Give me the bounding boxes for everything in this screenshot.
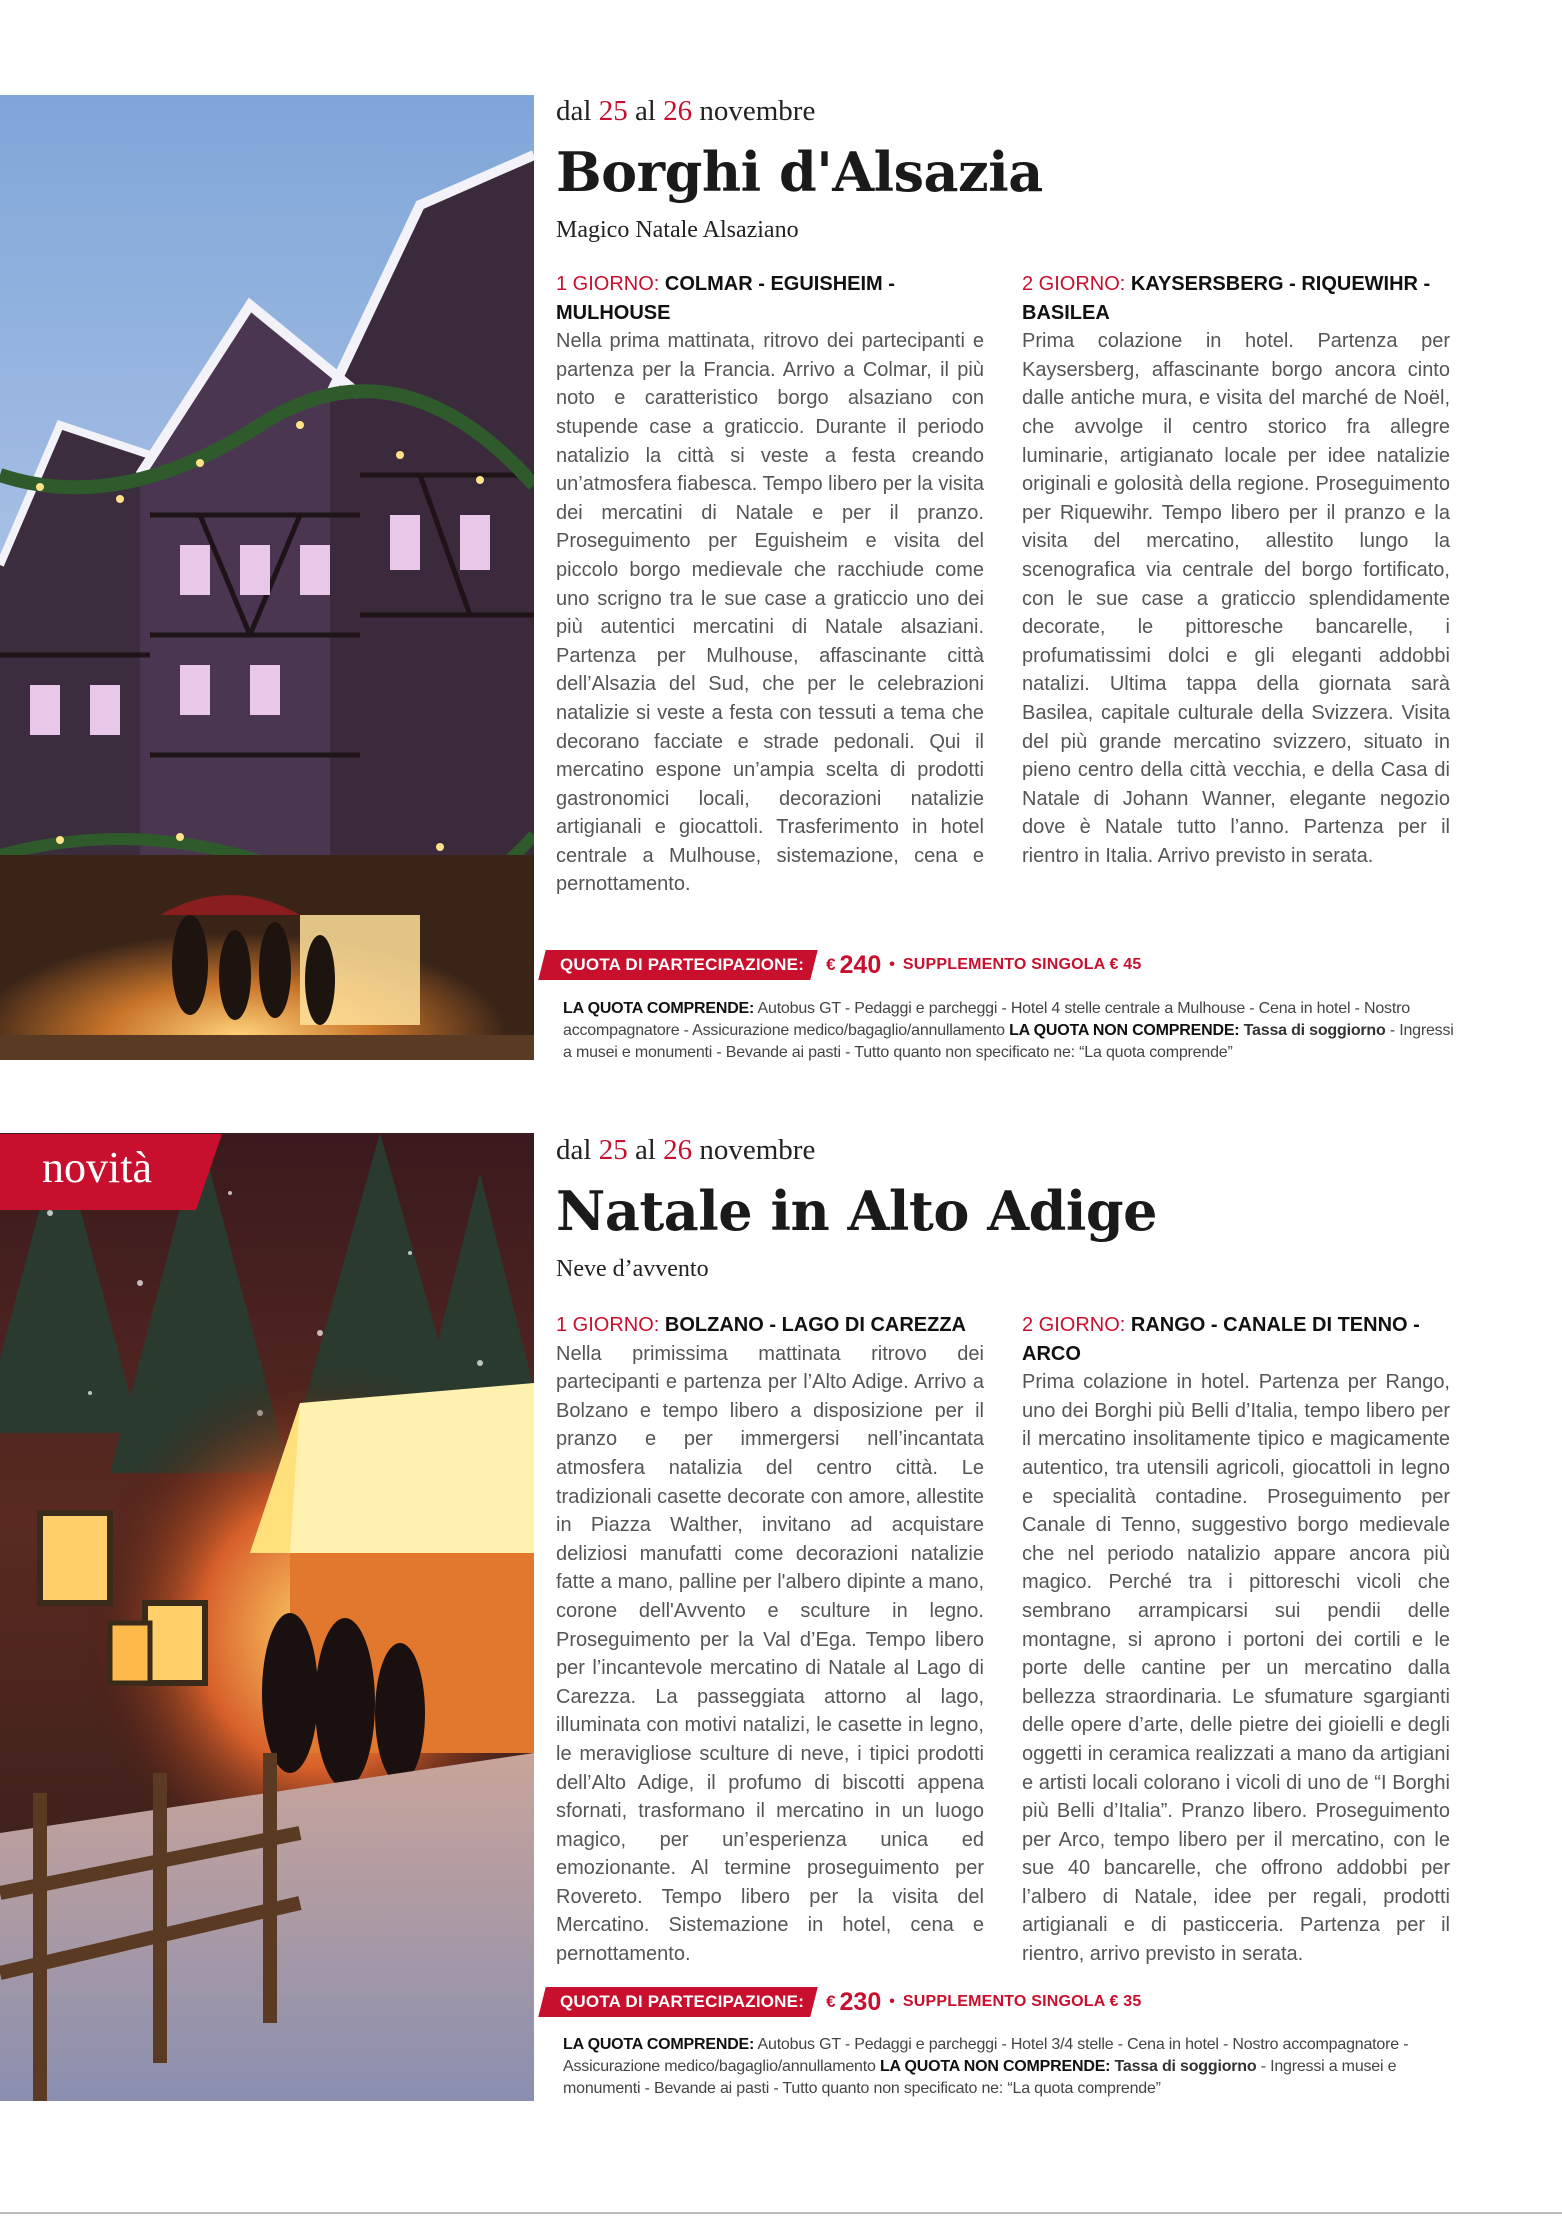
price-label: QUOTA DI PARTECIPAZIONE: xyxy=(538,950,818,980)
day-1-text: Nella prima mattinata, ritrovo dei partecipanti e partenza per la Francia. Arrivo a Colmar, il più noto e caratteristico borgo alsaziano con stupende case a graticcio. Durante il periodo natalizio la città si veste a festa creando un’atmosfera fiabesca. Tempo libero per la visita dei mercatini di Natale e per il pranzo. Proseguimento per Eguisheim e visita del piccolo borgo medievale che racchiude come uno scrigno tra le sue case a graticcio uno dei più autentici mercatini di Natale alsaziani. Partenza per Mulhouse, affascinante città dell’Alsazia del Sud, che per le celebrazioni natalizie si veste a festa con tessuti a tema che decorano facciate e strade pedonali. Qui il mercatino espone un’ampia scelta di prodotti gastronomici locali, decorazioni natalizie artigianali e giocattoli. Trasferimento in hotel centrale a Mulhouse, sistemazione, cena e pernottamento. xyxy=(556,330,984,896)
trip-dates xyxy=(556,93,1450,129)
novelty-badge xyxy=(0,1134,222,1210)
trip-title: Natale in Alto Adige xyxy=(556,1179,1157,1243)
price-label: QUOTA DI PARTECIPAZIONE: xyxy=(538,1987,818,2017)
day-2-text: Prima colazione in hotel. Partenza per Rango, uno dei Borghi più Belli d’Italia, tempo libero per il mercatino insolitamente tipico e magicamente autentico, tra utensili agricoli, giocattoli in legno e specialità contadine. Proseguimento per Canale di Tenno, suggestivo borgo medievale che nel periodo natalizio appare ancora più magico. Perché tra i pittoreschi vicoli che sembrano arrampicarsi sui pendii delle montagne, si aprono i portoni dei cortili e le porte delle cantine per un mercatino dalla bellezza straordinaria. Le sfumature sgargianti delle opere d’arte, delle pietre dei gioielli e degli oggetti in ceramica realizzati a mano da artigiani e artisti locali colorano i vicoli di uno de “I Borghi più Belli d’Italia”. Pranzo libero. Proseguimento per Arco, tempo libero per il mercatino, con le sue 40 bancarelle, che offrono addobbi per l’albero di Natale, idee per regali, prodotti artigianali e di pasticceria. Partenza per il rientro, arrivo previsto in serata. xyxy=(1022,1371,1450,1966)
itinerary-day-1 xyxy=(556,1311,984,1969)
day-2-label: 2 GIORNO: xyxy=(1022,1314,1126,1336)
day-2-heading xyxy=(1022,1311,1450,1368)
photo-alto-adige-illustration xyxy=(0,1133,534,2101)
badge-text: novità xyxy=(42,1143,152,1192)
date-month: novembre xyxy=(699,95,816,127)
price-notes xyxy=(563,998,1463,1064)
day-1-heading xyxy=(556,270,984,327)
day-1-heading xyxy=(556,1311,984,1340)
photo-alsazia-christmas-market xyxy=(0,95,534,1060)
day-2-route: KAYSERSBERG - RIQUEWIHR - BASILEA xyxy=(1022,273,1431,324)
date-from-word: dal xyxy=(556,1134,592,1166)
day-1-route: BOLZANO - LAGO DI CAREZZA xyxy=(659,1314,966,1336)
price-currency: € xyxy=(826,1992,836,2011)
day-1-text: Nella primissima mattinata ritrovo dei partecipanti e partenza per l’Alto Adige. Arrivo a Bolzano e tempo libero a disposizione per il pranzo e per immergersi nell’incantata atmosfera natalizia del centro città. Le tradizionali casette decorate con amore, allestite in Piazza Walther, invitano ad acquistare deliziosi manufatti come decorazioni natalizie fatte a mano, palline per l'albero dipinte a mano, corone dell'Avvento e sculture in legno. Proseguimento per la Val d’Ega. Tempo libero per l’incantevole mercatino di Natale al Lago di Carezza. La passeggiata attorno al lago, illuminata con motivi natalizi, le casette in legno, le meravigliose sculture di neve, i tipici prodotti dell’Alto Adige, il profumo di biscotti appena sfornati, trasformano il mercatino in un luogo magico, per un’esperienza unica ed emozionante. Al termine proseguimento per Rovereto. Tempo libero per la visita del Mercatino. Sistemazione in hotel, cena e pernottamento. xyxy=(556,1342,985,1966)
itinerary-day-2 xyxy=(1022,1311,1450,1969)
excluded-bold: Tassa di soggiorno xyxy=(1110,2058,1257,2075)
date-from-word: dal xyxy=(556,95,592,127)
price-value: 240 xyxy=(839,950,882,979)
date-to-num: 26 xyxy=(663,95,693,127)
trip-subtitle: Neve d’avvento xyxy=(556,1256,709,1282)
excluded-text: - Ingressi a musei e monumenti - Bevande ai pasti - Tutto quanto non specificato ne: “La quota comprende” xyxy=(563,2058,1397,2097)
trip-itinerary xyxy=(556,1311,1450,1969)
itinerary-day-2 xyxy=(1022,270,1450,899)
date-to-num: 26 xyxy=(663,1134,693,1166)
excluded-bold: Tassa di soggiorno xyxy=(1239,1022,1386,1039)
itinerary-day-1 xyxy=(556,270,984,899)
price-row xyxy=(548,950,1142,980)
date-from-num: 25 xyxy=(598,95,628,127)
included-label: LA QUOTA COMPRENDE: xyxy=(563,1000,755,1017)
day-2-heading xyxy=(1022,270,1450,327)
included-text: Autobus GT - Pedaggi e parcheggi - Hotel 4 stelle centrale a Mulhouse - Cena in hotel - Nostro accompagnatore - Assicurazione medico/bagaglio/annullamento xyxy=(563,1000,1410,1039)
day-1-label: 1 GIORNO: xyxy=(556,273,660,295)
included-label: LA QUOTA COMPRENDE: xyxy=(563,2036,755,2053)
included-text: Autobus GT - Pedaggi e parcheggi - Hotel 3/4 stelle - Cena in hotel - Nostro accompagnatore - Assicurazione medico/bagaglio/annullamento xyxy=(563,2036,1409,2075)
separator-dot: • xyxy=(889,1993,895,2010)
price-currency: € xyxy=(826,955,836,974)
day-2-route: RANGO - CANALE DI TENNO - ARCO xyxy=(1022,1314,1420,1365)
trip-itinerary xyxy=(556,270,1450,899)
single-supplement: SUPPLEMENTO SINGOLA € 35 xyxy=(902,1993,1142,2010)
excluded-text: - Ingressi a musei e monumenti - Bevande ai pasti - Tutto quanto non specificato ne: “La quota comprende” xyxy=(563,1022,1454,1061)
price-value: 230 xyxy=(839,1987,882,2016)
page-bottom-rule xyxy=(0,2212,1562,2214)
excluded-label: LA QUOTA NON COMPRENDE: xyxy=(1009,1022,1240,1039)
date-from-num: 25 xyxy=(598,1134,628,1166)
day-2-text: Prima colazione in hotel. Partenza per Kaysersberg, affascinante borgo ancora cinto dalle antiche mura, e visita del marché de Noël, che avvolge il centro storico fra allegre luminarie, artigianato locale per idee natalizie originali e golosità della regione. Proseguimento per Riquewihr. Tempo libero per il pranzo e la visita del mercatino, allestito lungo la scenografica via centrale del borgo fortificato, con le sue case a graticcio splendidamente decorate, le pittoresche bancarelle, i profumatissimi dolci e gli eleganti addobbi natalizi. Ultima tappa della giornata sarà Basilea, capitale culturale della Svizzera. Visita del più grande mercatino svizzero, situato in pieno centro della città vecchia, e della Casa di Natale di Johann Wanner, elegante negozio dove è Natale tutto l’anno. Partenza per il rientro in Italia. Arrivo previsto in serata. xyxy=(1022,330,1450,867)
single-supplement: SUPPLEMENTO SINGOLA € 45 xyxy=(902,956,1142,973)
day-1-label: 1 GIORNO: xyxy=(556,1314,660,1336)
day-1-route: COLMAR - EGUISHEIM - MULHOUSE xyxy=(556,273,895,324)
trip-dates xyxy=(556,1132,1450,1168)
photo-alto-adige-christmas-market xyxy=(0,1133,534,2101)
excluded-label: LA QUOTA NON COMPRENDE: xyxy=(879,2058,1111,2075)
price-row xyxy=(548,1987,1142,2017)
price-notes xyxy=(563,2034,1463,2100)
photo-alsazia-illustration xyxy=(0,95,534,1060)
date-month: novembre xyxy=(699,1134,816,1166)
day-2-label: 2 GIORNO: xyxy=(1022,273,1126,295)
date-mid: al xyxy=(634,95,656,127)
trip-subtitle: Magico Natale Alsaziano xyxy=(556,217,799,243)
date-mid: al xyxy=(634,1134,656,1166)
separator-dot: • xyxy=(889,956,895,973)
trip-title: Borghi d'Alsazia xyxy=(556,140,1043,204)
